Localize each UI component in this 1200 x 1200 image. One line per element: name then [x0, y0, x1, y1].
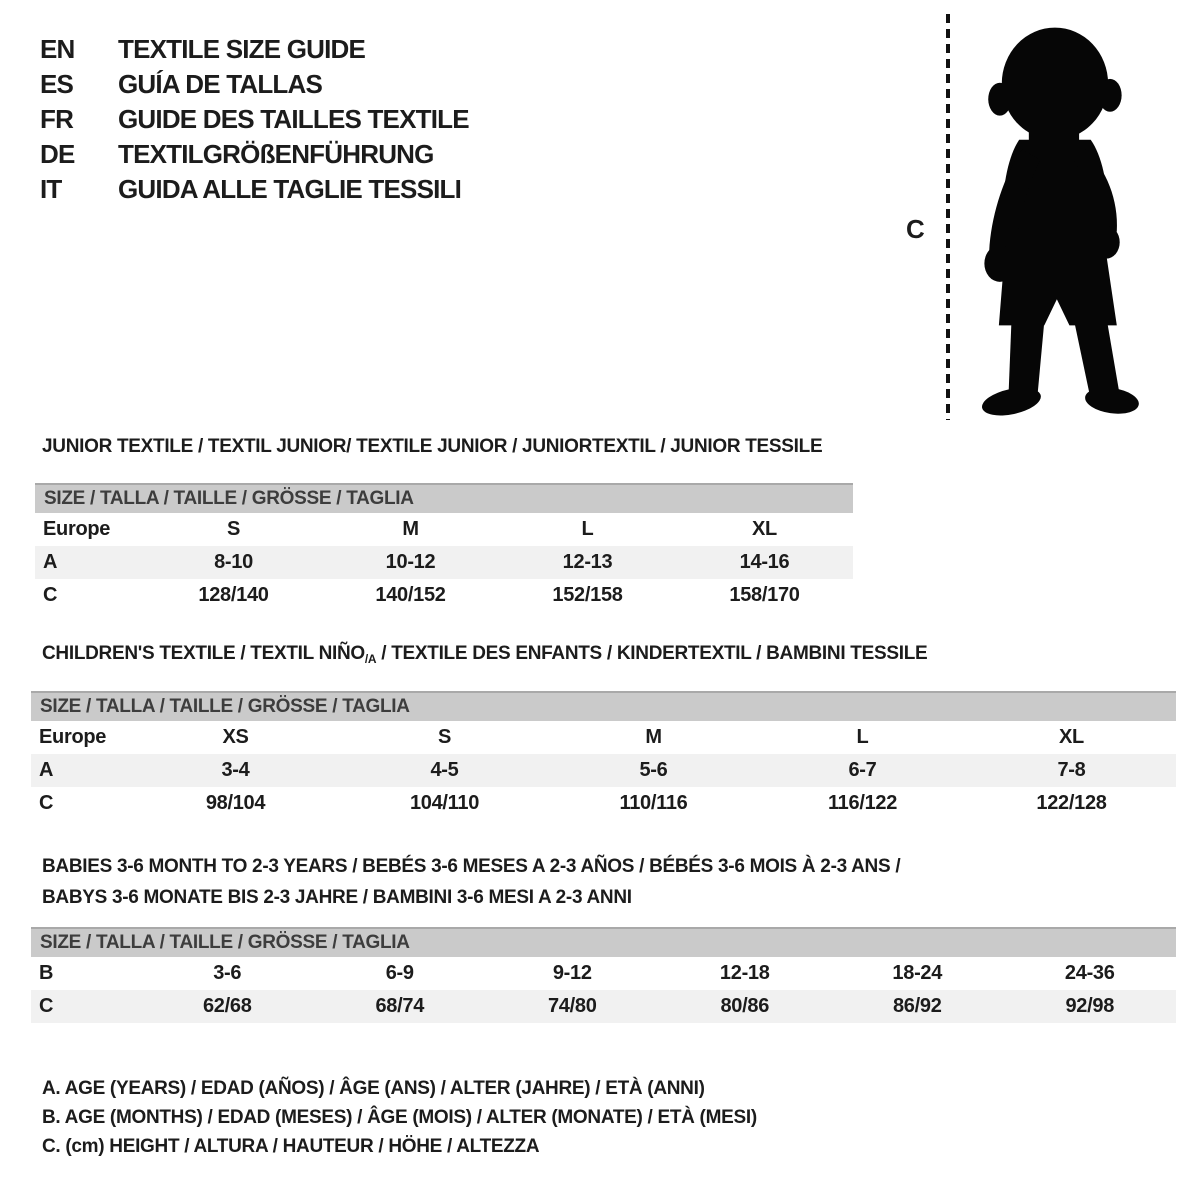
table-row-europe	[35, 513, 853, 546]
babies-title-line1: BABIES 3-6 MONTH TO 2-3 YEARS / BEBÉS 3-6 MESES A 2-3 AÑOS / BÉBÉS 3-6 MOIS À 2-3 ANS /	[42, 856, 901, 877]
size-cell: XS	[222, 726, 249, 748]
size-cell: S	[437, 726, 452, 748]
row-label: C	[39, 792, 54, 814]
lang-label: GUIDA ALLE TAGLIE TESSILI	[118, 174, 462, 204]
size-cell: 110/116	[619, 792, 688, 814]
language-title-block	[40, 32, 469, 207]
size-cell: 104/110	[409, 792, 480, 814]
size-cell: 80/86	[720, 995, 770, 1017]
lang-code: FR	[40, 104, 74, 134]
lang-code: DE	[40, 139, 75, 169]
size-cell: 140/152	[375, 584, 446, 606]
babies-title-line2: BABYS 3-6 MONATE BIS 2-3 JAHRE / BAMBINI 3-6 MESI A 2-3 ANNI	[42, 887, 632, 908]
size-cell: 3-6	[213, 962, 242, 984]
legend-line-a: A. AGE (YEARS) / EDAD (AÑOS) / ÂGE (ANS) / ALTER (JAHRE) / ETÀ (ANNI)	[42, 1078, 705, 1099]
junior-size-table	[35, 483, 853, 612]
row-label: Europe	[39, 726, 107, 748]
lang-label: TEXTILGRÖßENFÜHRUNG	[118, 139, 434, 169]
children-section-title	[42, 643, 927, 666]
lang-label: GUÍA DE TALLAS	[118, 69, 323, 99]
children-title-pre: CHILDREN'S TEXTILE / TEXTIL NIÑO	[42, 643, 365, 664]
size-cell: 122/128	[1036, 792, 1107, 814]
children-title-sub: /A	[364, 652, 377, 666]
height-measure-label: C	[906, 214, 925, 244]
size-cell: L	[856, 726, 869, 748]
row-label: Europe	[43, 518, 111, 540]
size-cell: 74/80	[547, 995, 597, 1017]
size-cell: 4-5	[430, 759, 459, 781]
size-cell: 18-24	[892, 962, 943, 984]
size-cell: 128/140	[198, 584, 269, 606]
size-cell: 3-4	[221, 759, 250, 781]
lang-row-es	[40, 67, 469, 102]
lang-label: TEXTILE SIZE GUIDE	[118, 34, 366, 64]
lang-label: GUIDE DES TAILLES TEXTILE	[118, 104, 469, 134]
size-cell: 92/98	[1065, 995, 1115, 1017]
size-cell: M	[645, 726, 662, 748]
babies-size-table	[31, 927, 1176, 1023]
children-size-table	[31, 691, 1176, 820]
children-title-post: / TEXTILE DES ENFANTS / KINDERTEXTIL / BAMBINI TESSILE	[376, 643, 928, 664]
lang-code: EN	[40, 34, 75, 64]
table-row-height	[35, 579, 853, 612]
row-label: C	[43, 584, 58, 606]
size-cell: 98/104	[205, 792, 266, 814]
height-measure-dashed-line	[946, 14, 950, 420]
table-row-age	[31, 754, 1176, 787]
size-cell: 5-6	[639, 759, 668, 781]
lang-code: ES	[40, 69, 74, 99]
size-cell: 12-13	[562, 551, 613, 573]
size-cell: 86/92	[892, 995, 942, 1017]
size-cell: 14-16	[739, 551, 790, 573]
size-cell: 158/170	[729, 584, 800, 606]
size-cell: 152/158	[552, 584, 623, 606]
lang-row-it	[40, 172, 469, 207]
table-row-age-months	[31, 957, 1176, 990]
size-header-bar: SIZE / TALLA / TAILLE / GRÖSSE / TAGLIA	[35, 483, 853, 513]
lang-row-en	[40, 32, 469, 67]
size-cell: 6-9	[385, 962, 414, 984]
size-cell: 9-12	[552, 962, 592, 984]
babies-section-title	[42, 851, 900, 913]
junior-section-title: JUNIOR TEXTILE / TEXTIL JUNIOR/ TEXTILE JUNIOR / JUNIORTEXTIL / JUNIOR TESSILE	[42, 436, 823, 457]
size-header-bar: SIZE / TALLA / TAILLE / GRÖSSE / TAGLIA	[31, 691, 1176, 721]
toddler-silhouette-image	[958, 16, 1148, 422]
legend-line-b: B. AGE (MONTHS) / EDAD (MESES) / ÂGE (MOIS) / ALTER (MONATE) / ETÀ (MESI)	[42, 1107, 757, 1128]
size-cell: 7-8	[1057, 759, 1086, 781]
table-row-height	[31, 990, 1176, 1023]
row-label: A	[43, 551, 58, 573]
size-cell: XL	[752, 518, 777, 540]
size-cell: 10-12	[385, 551, 436, 573]
lang-row-de	[40, 137, 469, 172]
legend-block	[42, 1074, 757, 1161]
size-cell: 8-10	[214, 551, 253, 573]
table-row-height	[31, 787, 1176, 820]
size-cell: XL	[1059, 726, 1084, 748]
size-header-bar: SIZE / TALLA / TAILLE / GRÖSSE / TAGLIA	[31, 927, 1176, 957]
lang-row-fr	[40, 102, 469, 137]
size-cell: M	[402, 518, 419, 540]
size-cell: S	[226, 518, 241, 540]
size-cell: L	[581, 518, 594, 540]
row-label: B	[39, 962, 54, 984]
lang-code: IT	[40, 174, 62, 204]
size-cell: 62/68	[202, 995, 252, 1017]
size-cell: 68/74	[375, 995, 425, 1017]
row-label: C	[39, 995, 54, 1017]
legend-line-c: C. (cm) HEIGHT / ALTURA / HAUTEUR / HÖHE / ALTEZZA	[42, 1136, 540, 1157]
size-cell: 12-18	[719, 962, 770, 984]
row-label: A	[39, 759, 54, 781]
size-cell: 24-36	[1064, 962, 1115, 984]
table-row-age	[35, 546, 853, 579]
table-row-europe	[31, 721, 1176, 754]
size-cell: 6-7	[848, 759, 877, 781]
size-cell: 116/122	[827, 792, 898, 814]
